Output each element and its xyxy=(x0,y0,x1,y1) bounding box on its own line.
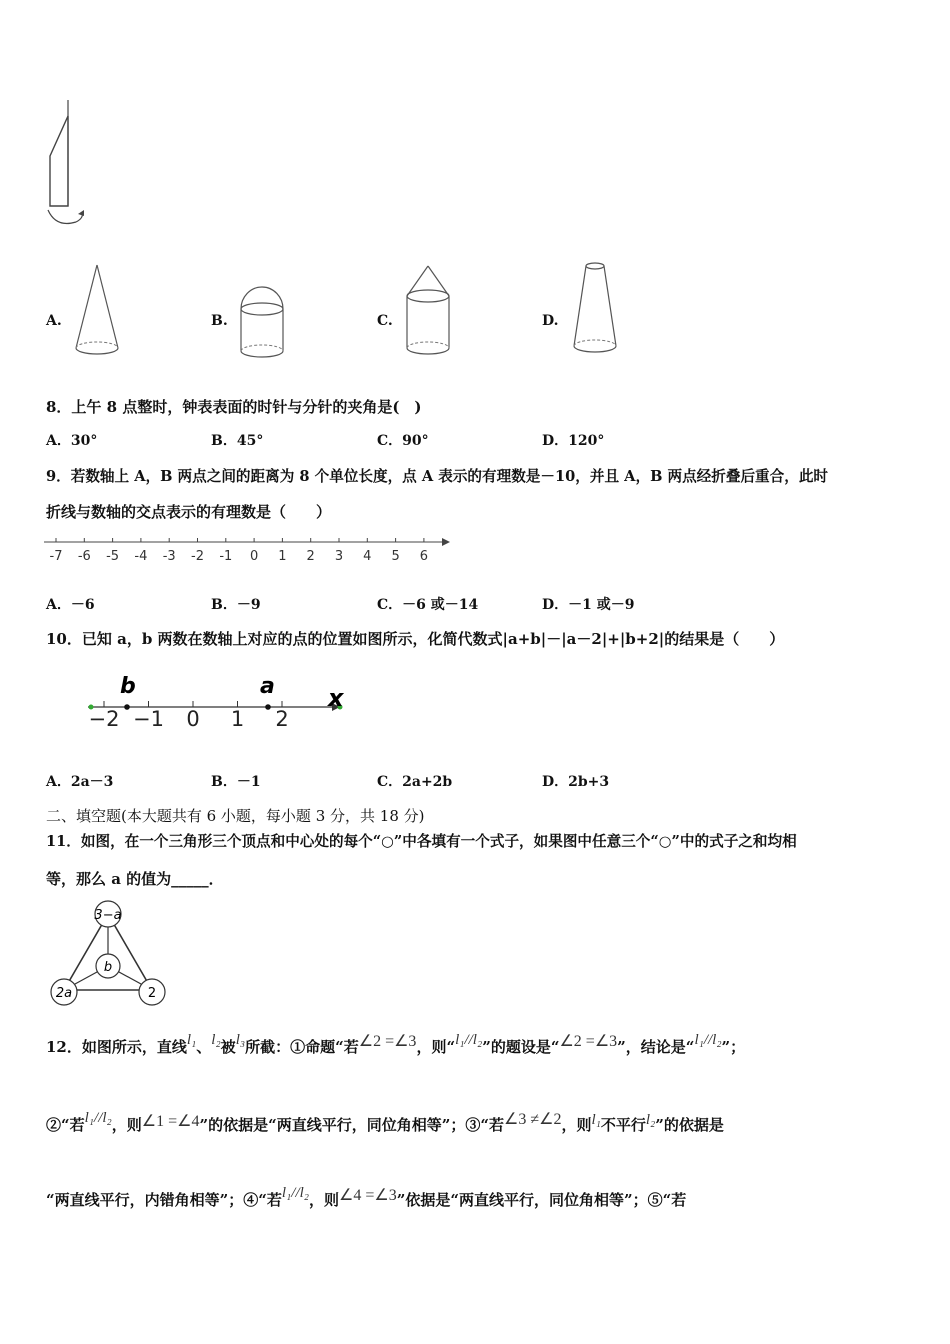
angle-1-eq-4: ∠1 =∠4 xyxy=(141,1113,200,1130)
line-l2-r2: l₂ xyxy=(645,1112,656,1128)
q9-tick-label: 1 xyxy=(278,549,287,564)
q10-tick-group xyxy=(89,701,289,731)
circle-right-text: 2 xyxy=(147,986,157,1001)
q9-option-d[interactable]: D．－1 或－9 xyxy=(542,597,635,613)
q10-tick-label: 0 xyxy=(186,707,200,731)
point-a-label: a xyxy=(260,674,275,699)
axis-x-label: x xyxy=(328,684,344,712)
q12-text-6: ”，结论是“ xyxy=(617,1038,695,1056)
q12-r2-f: ”的依据是 xyxy=(655,1116,724,1134)
q11-text-line1: 11．如图，在一个三角形三个顶点和中心处的每个“○”中各填有一个式子，如果图中任意三个“○”中的式子之和均相 xyxy=(46,833,797,850)
q7-option-b-label[interactable]: B. xyxy=(211,313,228,329)
q9-option-a[interactable]: A．－6 xyxy=(46,597,95,613)
circle-left-text: 2a xyxy=(55,986,73,1001)
q8-option-d[interactable]: D．120° xyxy=(542,433,605,449)
angle-4-eq-3: ∠4 =∠3 xyxy=(339,1187,397,1204)
l1-parallel-l2-3: l₁//l₂ xyxy=(281,1185,309,1201)
q10-tick-label: 2 xyxy=(275,707,289,731)
q10-option-b[interactable]: B．－1 xyxy=(211,774,261,790)
q7-option-a-label[interactable]: A. xyxy=(46,313,62,329)
q12-r2-a: ②“若 xyxy=(46,1116,85,1134)
q9-tick-label: 4 xyxy=(363,549,372,564)
point-a-dot xyxy=(265,704,271,710)
q9-tick-label: 0 xyxy=(249,549,259,564)
q10-tick-label: −2 xyxy=(88,707,120,731)
circle-center-text: b xyxy=(103,960,113,975)
section-2-title: 二、填空题(本大题共有 6 小题，每小题 3 分，共 18 分) xyxy=(46,807,425,825)
angle-2-eq-3-premise: ∠2 =∠3 xyxy=(559,1033,618,1050)
line-l3: l₃ xyxy=(235,1032,246,1048)
q12-line1 xyxy=(46,1032,746,1057)
q7-option-c-label[interactable]: C. xyxy=(377,313,393,329)
point-b-dot xyxy=(124,704,130,710)
q11-text-line2: 等，那么 a 的值为_____． xyxy=(46,870,224,888)
circle-top-text: 3−a xyxy=(94,908,122,923)
q12-r2-d: ，则 xyxy=(561,1116,592,1134)
q9-tick-label: -3 xyxy=(162,549,176,564)
q12-text-4: ，则“ xyxy=(416,1038,456,1056)
q12-r3-c: ”依据是“两直线平行，同位角相等”；⑤“若 xyxy=(396,1191,687,1209)
line-l1: l₁ xyxy=(186,1032,197,1048)
q12-r3-a: “两直线平行，内错角相等”；④“若 xyxy=(46,1191,282,1209)
q10-number-line xyxy=(82,668,354,734)
q10-option-c[interactable]: C．2a+2b xyxy=(377,774,453,790)
q12-r2-c: ”的依据是“两直线平行，同位角相等”；③“若 xyxy=(199,1116,504,1134)
rotation-shape-figure xyxy=(40,98,90,230)
l1-parallel-l2: l₁//l₂ xyxy=(455,1032,483,1048)
q9-tick-label: -5 xyxy=(106,549,120,564)
q9-option-c[interactable]: C．－6 或－14 xyxy=(377,597,479,613)
triangle-circles-figure xyxy=(44,896,176,1012)
q9-tick-label: -7 xyxy=(49,549,63,564)
q10-text: 10．已知 a，b 两数在数轴上对应的点的位置如图所示，化简代数式|a+b|－|a－2|+|b+2|的结果是（ ） xyxy=(46,630,785,648)
q12-text-5: ”的题设是“ xyxy=(482,1038,560,1056)
q9-tick-label: 2 xyxy=(306,549,315,564)
cone-figure xyxy=(72,262,124,360)
q7-option-d-label[interactable]: D. xyxy=(542,313,559,329)
q8-text: 8．上午 8 点整时，钟表表面的时针与分针的夹角是( ) xyxy=(46,398,422,416)
q8-option-a[interactable]: A．30° xyxy=(46,433,98,449)
q9-text-line1: 9．若数轴上 A，B 两点之间的距离为 8 个单位长度，点 A 表示的有理数是－10，并且 A，B 两点经折叠后重合，此时 xyxy=(46,468,829,485)
angle-2-eq-3: ∠2 =∠3 xyxy=(358,1033,417,1050)
q9-tick-label: 3 xyxy=(334,549,344,564)
q10-tick-label: 1 xyxy=(230,707,245,731)
q12-r3-b: ，则 xyxy=(309,1191,340,1209)
q9-tick-label: 5 xyxy=(391,549,400,564)
q12-line3 xyxy=(46,1185,687,1210)
q12-text-2: 被 xyxy=(220,1038,236,1056)
q10-option-a[interactable]: A．2a－3 xyxy=(46,774,114,790)
q9-tick-label: -4 xyxy=(134,549,148,564)
q9-tick-label: -1 xyxy=(219,549,233,564)
q9-tick-label: -6 xyxy=(77,549,91,564)
q9-text-line2: 折线与数轴的交点表示的有理数是（ ） xyxy=(46,503,332,521)
q9-tick-label: -2 xyxy=(191,549,204,564)
q12-r2-e: 不平行 xyxy=(600,1116,646,1134)
q12-text-1: 12．如图所示，直线 xyxy=(46,1038,187,1056)
frustum-figure xyxy=(568,256,622,360)
q12-text-7: ”； xyxy=(721,1038,746,1056)
line-l1-r2: l₁ xyxy=(591,1112,601,1128)
q10-option-d[interactable]: D．2b+3 xyxy=(542,774,610,790)
q12-line2 xyxy=(46,1110,724,1135)
q12-text-3: 所截：①命题“若 xyxy=(245,1038,359,1056)
angle-3-neq-2: ∠3 ≠∠2 xyxy=(504,1111,562,1128)
q9-number-line xyxy=(40,532,450,568)
q10-tick-label: −1 xyxy=(133,707,164,731)
cylinder-with-hemisphere-figure xyxy=(236,279,288,361)
point-b-label: b xyxy=(120,674,136,699)
l1-parallel-l2-conclusion: l₁//l₂ xyxy=(694,1032,722,1048)
q9-option-b[interactable]: B．－9 xyxy=(211,597,261,613)
cylinder-with-cone-figure xyxy=(402,262,454,360)
q12-r2-b: ，则 xyxy=(111,1116,142,1134)
q8-option-b[interactable]: B．45° xyxy=(211,433,264,449)
q9-tick-label: 6 xyxy=(419,549,429,564)
q8-option-c[interactable]: C．90° xyxy=(377,433,429,449)
line-l2: l₂ xyxy=(211,1032,221,1048)
l1-parallel-l2-2: l₁//l₂ xyxy=(84,1110,112,1126)
q12-separator: 、 xyxy=(196,1038,212,1056)
